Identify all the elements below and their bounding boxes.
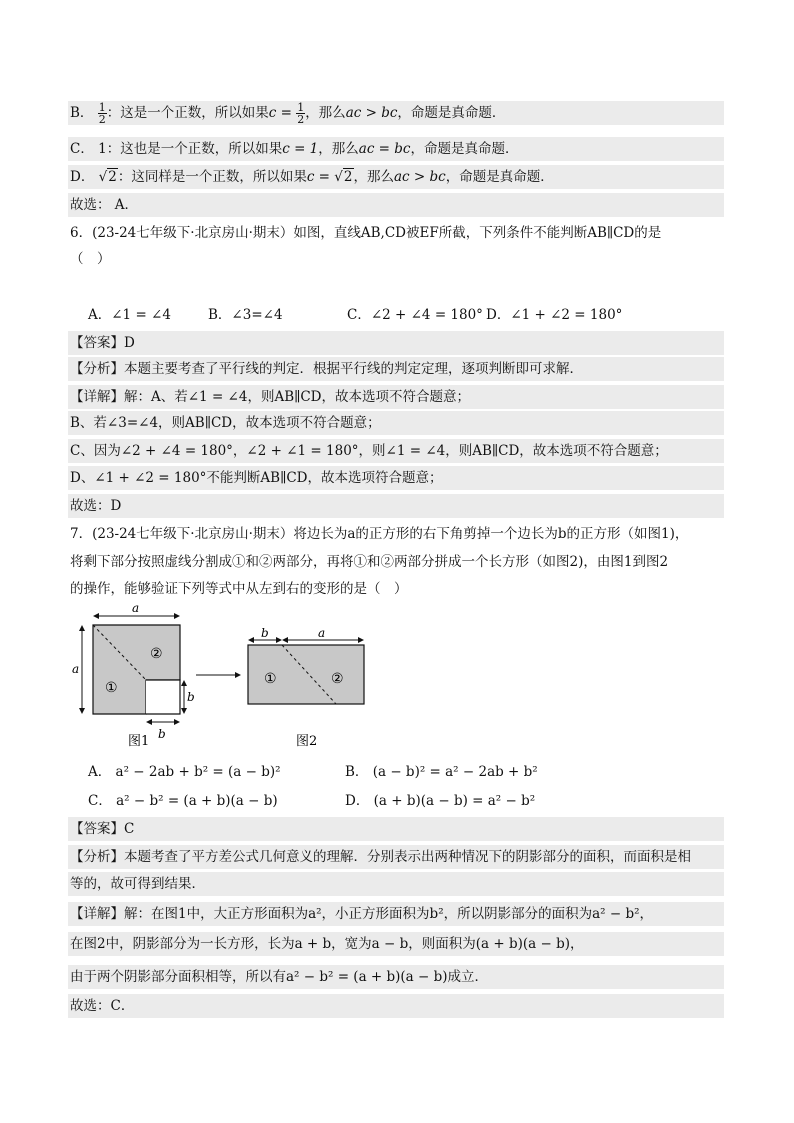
svg-text:a: a [132, 601, 140, 615]
fig1-part-1: ① [105, 680, 118, 696]
svg-text:a: a [72, 662, 80, 676]
q7-option-d: D． (a + b)(a − b) = a² − b² [345, 793, 536, 809]
question-6-stem: 6．(23-24七年级下·北京房山·期末）如图，直线AB,CD被EF所截，下列条件不能判断AB∥CD的是 [70, 225, 662, 241]
q6-detail-2: B、若∠3=∠4，则AB∥CD，故本选项不符合题意； [68, 411, 724, 435]
q7-detail-1: 【详解】解：在图1中，大正方形面积为a²，小正方形面积为b²，所以阴影部分的面积为a² − b²， [68, 902, 724, 926]
question-7-stem-2: 将剩下部分按照虚线分割成①和②两部分，再将①和②两部分拼成一个长方形（如图2)，由图1到图2 [70, 554, 669, 570]
question-6-blank: （ ） [70, 251, 111, 267]
answer-line-q5: 故选： A． [68, 193, 724, 217]
q7-choose: 故选：C． [68, 994, 724, 1018]
option-c-line: C． 1：这也是一个正数，所以如果c = 1，那么ac = bc，命题是真命题． [68, 137, 724, 161]
svg-text:①: ① [264, 671, 277, 687]
q6-detail-4: D、∠1 + ∠2 = 180°不能判断AB∥CD，故本选项符合题意； [68, 466, 724, 490]
fraction-half-2: $\frac{1}{2}$ [297, 101, 305, 125]
option-d-line: D． √2：这同样是一个正数，所以如果c = √2，那么ac > bc，命题是真命题． [68, 165, 724, 189]
q7-answer: 【答案】C [68, 817, 724, 841]
fig1-caption: 图1 [128, 734, 150, 749]
question-7-stem-1: 7．(23-24七年级下·北京房山·期末）将边长为a的正方形的右下角剪掉一个边长为b的正方形（如图1)， [70, 526, 689, 542]
fraction-half: $\frac{1}{2}$ [98, 101, 106, 125]
option-b-line: B． $\frac{1}{2}$ ：这是一个正数，所以如果c = $\frac{1}{2}$ ，那么ac > bc，命题是真命题． [68, 101, 724, 125]
q7-analysis-2: 等的，故可得到结果． [68, 872, 724, 896]
figure-squares [60, 600, 390, 755]
q7-detail-3: 由于两个阴影部分面积相等，所以有a² − b² = (a + b)(a − b)成立． [68, 965, 724, 989]
q7-option-c: C． a² − b² = (a + b)(a − b) [88, 793, 278, 809]
question-7-stem-3: 的操作，能够验证下列等式中从左到右的变形的是（ ） [70, 581, 408, 597]
fig2-caption: 图2 [296, 734, 318, 749]
fig1-cut-square [146, 680, 180, 714]
svg-text:b: b [187, 690, 195, 704]
svg-text:②: ② [331, 671, 344, 687]
q6-analysis: 【分析】本题主要考查了平行线的判定．根据平行线的判定定理，逐项判断即可求解． [68, 357, 724, 381]
sqrt-two-2: √2 [334, 169, 353, 185]
svg-text:a: a [318, 626, 326, 640]
svg-text:b: b [261, 626, 269, 640]
q6-option-b: B．∠3=∠4 [208, 307, 283, 323]
q7-option-b: B． (a − b)² = a² − 2ab + b² [345, 764, 538, 780]
option-b-label: B． [70, 105, 94, 121]
svg-text:b: b [158, 727, 166, 741]
q6-choose: 故选：D [68, 494, 724, 518]
fig1-part-2: ② [150, 646, 163, 662]
q7-detail-2: 在图2中，阴影部分为一长方形，长为a + b，宽为a − b，则面积为(a + b)(a − b)， [68, 932, 724, 956]
q6-answer: 【答案】D [68, 331, 724, 355]
q6-option-d: D．∠1 + ∠2 = 180° [486, 307, 623, 323]
q7-option-a: A． a² − 2ab + b² = (a − b)² [88, 764, 281, 780]
sqrt-two: √2 [98, 169, 117, 185]
q7-analysis-1: 【分析】本题考查了平方差公式几何意义的理解．分别表示出两种情况下的阴影部分的面积，而面积是相 [68, 845, 724, 869]
q6-detail-1: 【详解】解：A、若∠1 = ∠4，则AB∥CD，故本选项不符合题意； [68, 385, 724, 409]
q6-detail-3: C、因为∠2 + ∠4 = 180°，∠2 + ∠1 = 180°，则∠1 = ∠4，则AB∥CD，故本选项不符合题意； [68, 439, 724, 463]
q6-option-a: A．∠1 = ∠4 [88, 307, 171, 323]
q6-option-c: C．∠2 + ∠4 = 180° [347, 307, 483, 323]
